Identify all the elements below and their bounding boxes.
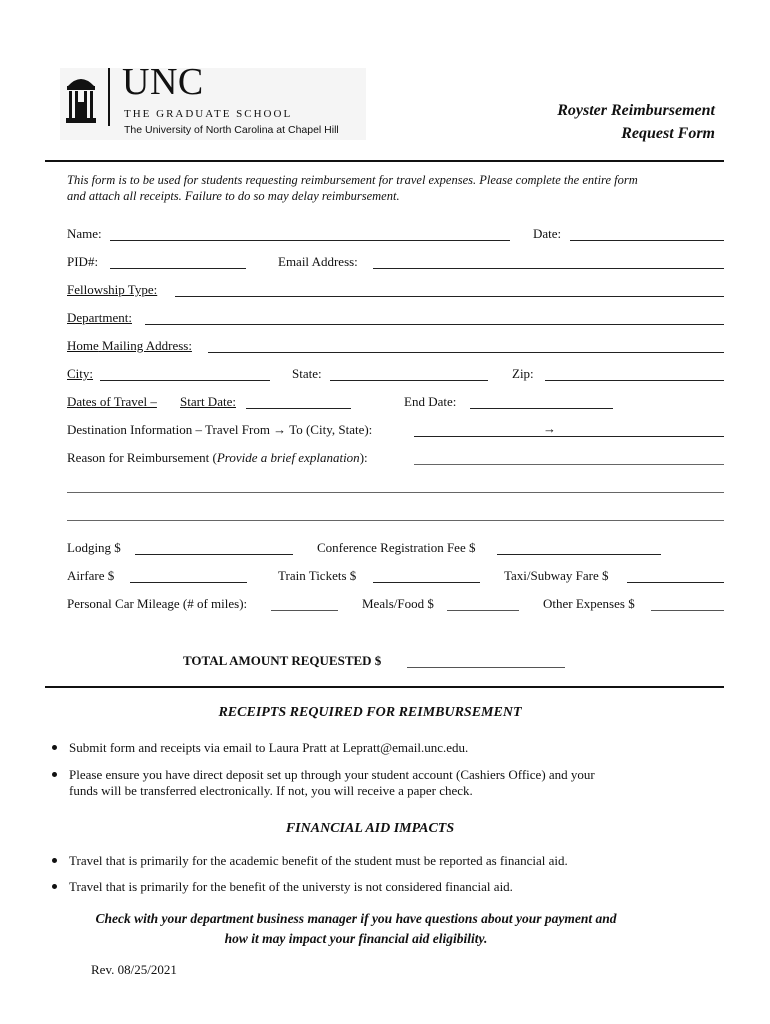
fellowship-label: Fellowship Type: [67,282,158,297]
mailing-label: Mailing Address: [98,338,192,353]
email-label: Email Address: [278,254,358,269]
financial-aid-bullet-1: Travel that is primarily for the academic benefit of the student must be reported as financial aid. [69,853,568,868]
mailing-address-field[interactable] [208,352,724,353]
form-title-line2: Request Form [621,125,715,142]
fellowship-field[interactable] [175,296,724,297]
intro-line-2: and attach all receipts. Failure to do so may delay reimbursement. [67,189,400,203]
train-tickets-field[interactable] [373,582,480,583]
destination-arrow-icon: → [543,421,556,436]
reason-hint: Provide a brief explanation [216,450,360,465]
car-mileage-label: Personal Car Mileage (# of miles): [67,596,248,611]
destination-label: Destination Information – Travel From → To (City, State): [67,422,373,437]
receipts-bullet-2-line-1: Please ensure you have direct deposit set up through your student account (Cashiers Office) and your [69,767,595,782]
logo-university-name: The University of North Carolina at Chapel Hill [124,124,339,136]
meals-label: Meals/Food $ [362,596,434,611]
receipts-bullet-1: Submit form and receipts via email to Laura Pratt at Lepratt@email.unc.edu. [69,740,469,755]
lodging-field[interactable] [135,554,293,555]
reason-suffix: ): [359,450,368,465]
end-date-label: End Date: [404,394,457,409]
logo-wordmark: UNC [122,61,204,103]
airfare-field[interactable] [130,582,247,583]
department-field[interactable] [145,324,724,325]
date-label: Date: [533,226,562,241]
other-expenses-field[interactable] [651,610,724,611]
section-rule [45,686,724,688]
zip-label: Zip: [512,366,534,381]
taxi-fare-label: Taxi/Subway Fare $ [504,568,609,583]
old-well-icon [66,72,96,124]
zip-field[interactable] [545,380,724,381]
footer-note-line-2: how it may impact your financial aid eligibility. [224,931,488,946]
meals-field[interactable] [447,610,519,611]
reason-prefix: Reason for Reimbursement ( [67,450,217,465]
header-rule [45,160,724,162]
city-field[interactable] [100,380,270,381]
receipts-heading: RECEIPTS REQUIRED FOR REIMBURSEMENT [218,705,522,720]
bullet-icon [52,884,57,889]
email-field[interactable] [373,268,724,269]
footer-note-line-1: Check with your department business manager if you have questions about your payment and [95,911,617,926]
mailing-address-label [67,338,192,354]
reason-field-line-2[interactable] [67,492,724,493]
financial-aid-bullet-2: Travel that is primarily for the benefit of the universty is not considered financial aid. [69,879,513,894]
total-label: TOTAL AMOUNT REQUESTED $ [183,653,382,668]
pid-label: PID#: [67,254,99,269]
start-date-field[interactable] [246,408,351,409]
unc-graduate-school-logo [60,61,366,140]
other-expenses-label: Other Expenses $ [543,596,635,611]
revision-date: Rev. 08/25/2021 [91,962,177,977]
home-label: Home [67,338,99,353]
dates-of-travel-label: Dates of Travel – [67,394,157,409]
conference-fee-label: Conference Registration Fee $ [317,540,476,555]
destination-field[interactable] [414,436,724,437]
financial-aid-heading: FINANCIAL AID IMPACTS [285,821,455,836]
end-date-field[interactable] [470,408,613,409]
logo-divider [108,68,110,126]
receipts-bullet-2-line-2: funds will be transferred electronically. If not, you will receive a paper check. [69,783,473,798]
car-mileage-field[interactable] [271,610,338,611]
reason-label [67,450,368,466]
conference-fee-field[interactable] [497,554,661,555]
lodging-label: Lodging $ [67,540,121,555]
taxi-fare-field[interactable] [627,582,724,583]
bullet-icon [52,772,57,777]
city-label: City: [67,366,94,381]
reason-field-line-3[interactable] [67,520,724,521]
pid-field[interactable] [110,268,246,269]
state-label: State: [292,366,322,381]
logo-school-name: THE GRADUATE SCHOOL [124,108,293,120]
train-tickets-label: Train Tickets $ [278,568,357,583]
bullet-icon [52,858,57,863]
intro-line-1: This form is to be used for students requesting reimbursement for travel expenses. Please complete the entire form [67,173,638,187]
airfare-label: Airfare $ [67,568,115,583]
total-field[interactable] [407,667,565,668]
form-title-line1: Royster Reimbursement [557,102,715,119]
reason-field-line-1[interactable] [414,464,724,465]
bullet-icon [52,745,57,750]
name-field[interactable] [110,240,510,241]
date-field[interactable] [570,240,724,241]
department-label: Department: [67,310,132,325]
start-date-label: Start Date: [180,394,236,409]
name-label: Name: [67,226,102,241]
state-field[interactable] [330,380,488,381]
